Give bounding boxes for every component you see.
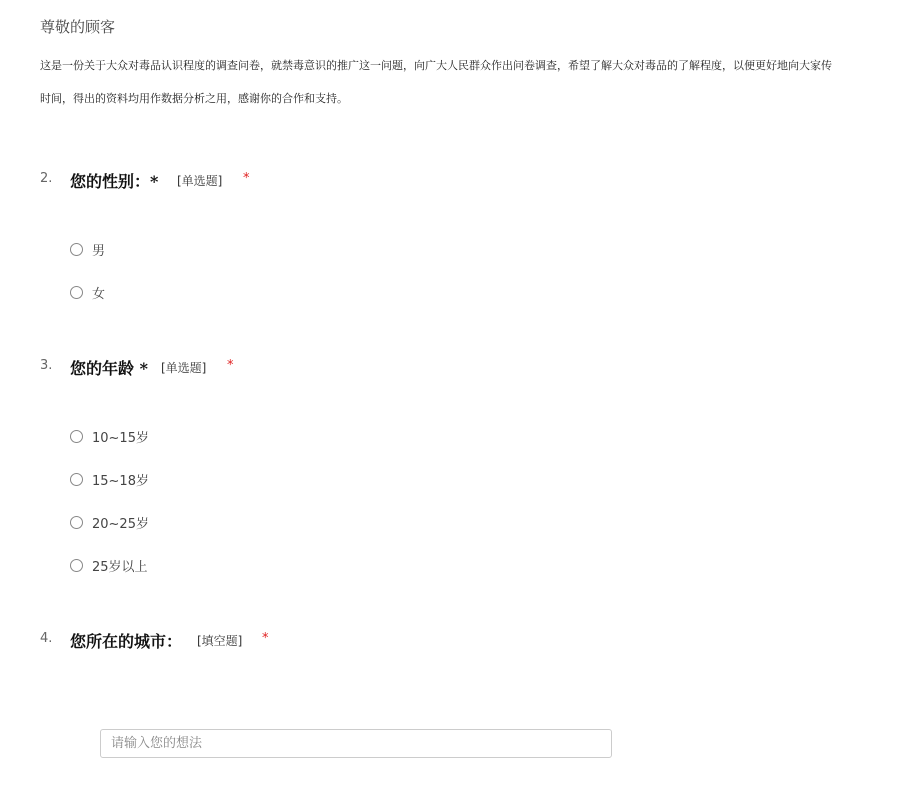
question-title: 您的性别：*: [70, 172, 159, 191]
radio-button[interactable]: [70, 559, 83, 572]
option-label: 男: [92, 243, 106, 259]
required-mark: *: [243, 171, 250, 186]
required-mark: *: [227, 358, 234, 373]
option-age-10-15[interactable]: [70, 427, 149, 445]
radio-button[interactable]: [70, 473, 83, 486]
question-number: 4.: [40, 631, 53, 646]
question-title: 您所在的城市：: [70, 632, 183, 651]
radio-button[interactable]: [70, 286, 83, 299]
option-label: 10~15岁: [92, 430, 149, 446]
intro-text-line-1: 这是一份关于大众对毒品认识程度的调查问卷，就禁毒意识的推广这一问题，向广大人民群众作出问卷调查，希望了解大众对毒品的了解程度，以便更好地向大家传: [40, 59, 832, 72]
option-label: 女: [92, 286, 106, 302]
question-type-label: [单选题]: [177, 174, 223, 188]
option-male[interactable]: [70, 240, 105, 258]
option-label: 15~18岁: [92, 473, 149, 489]
city-input[interactable]: [100, 729, 612, 758]
option-age-20-25[interactable]: [70, 513, 149, 531]
question-type-label: [填空题]: [197, 634, 243, 648]
option-age-15-18[interactable]: [70, 470, 149, 488]
radio-button[interactable]: [70, 430, 83, 443]
option-label: 25岁以上: [92, 559, 148, 575]
required-mark: *: [262, 631, 269, 646]
question-type-label: [单选题]: [161, 361, 207, 375]
question-title: 您的年龄 *: [70, 359, 148, 378]
intro-text-line-2: 时间，得出的资料均用作数据分析之用，感谢你的合作和支持。: [40, 92, 348, 105]
radio-button[interactable]: [70, 243, 83, 256]
question-number: 3.: [40, 358, 53, 373]
radio-button[interactable]: [70, 516, 83, 529]
question-number: 2.: [40, 171, 53, 186]
option-female[interactable]: [70, 283, 105, 301]
greeting-title: 尊敬的顾客: [40, 18, 116, 36]
option-age-25-plus[interactable]: [70, 556, 148, 574]
option-label: 20~25岁: [92, 516, 149, 532]
